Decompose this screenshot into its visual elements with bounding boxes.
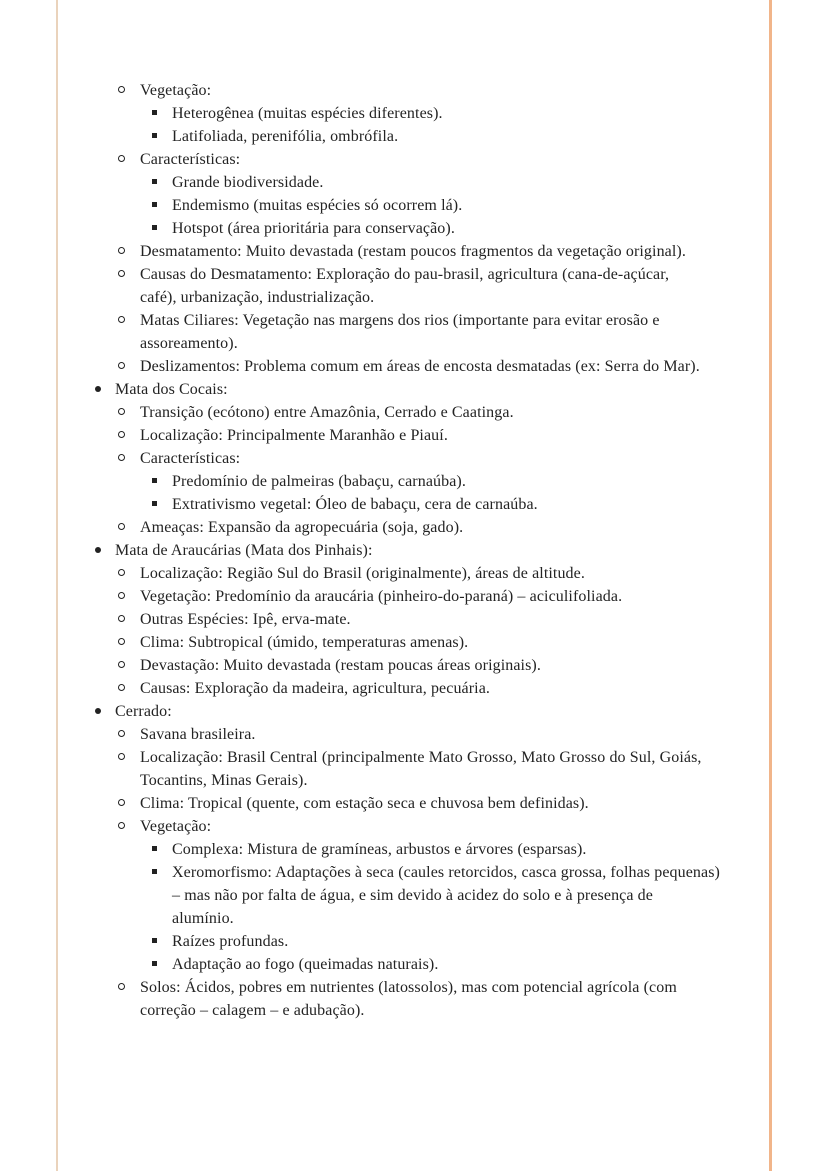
list-item-text bbox=[172, 861, 785, 930]
list-item bbox=[95, 976, 785, 1022]
list-item-text-line: – mas não por falta de água, e sim devido à acidez do solo e à presença de bbox=[172, 887, 653, 904]
list-item-text-line: Endemismo (muitas espécies só ocorrem lá). bbox=[172, 197, 463, 214]
list-item-text-line: Vegetação: bbox=[140, 82, 212, 99]
list-item bbox=[95, 355, 785, 378]
list-item bbox=[95, 677, 785, 700]
bullet-circle-icon bbox=[118, 585, 140, 599]
bullet-circle-icon bbox=[118, 815, 140, 829]
list-item-text-line: Raízes profundas. bbox=[172, 933, 289, 950]
list-item-text-line: Matas Ciliares: Vegetação nas margens dos rios (importante para evitar erosão e bbox=[140, 312, 660, 329]
bullet-circle-icon bbox=[118, 263, 140, 277]
bullet-square-icon bbox=[152, 194, 172, 207]
list-item bbox=[95, 148, 785, 171]
list-item-text-line: Desmatamento: Muito devastada (restam poucos fragmentos da vegetação original). bbox=[140, 243, 686, 260]
list-item bbox=[95, 562, 785, 585]
list-item bbox=[95, 240, 785, 263]
list-item-text-line: Grande biodiversidade. bbox=[172, 174, 324, 191]
list-item-text-line: Mata de Araucárias (Mata dos Pinhais): bbox=[115, 542, 373, 559]
list-item-text bbox=[140, 79, 785, 102]
list-item-text-line: Predomínio de palmeiras (babaçu, carnaúba). bbox=[172, 473, 466, 490]
bullet-circle-icon bbox=[118, 148, 140, 162]
list-item-text-line: Solos: Ácidos, pobres em nutrientes (latossolos), mas com potencial agrícola (com bbox=[140, 979, 677, 996]
list-item-text-line: Causas: Exploração da madeira, agricultura, pecuária. bbox=[140, 680, 491, 697]
list-item bbox=[95, 930, 785, 953]
list-item-text bbox=[172, 102, 785, 125]
list-item bbox=[95, 838, 785, 861]
list-item bbox=[95, 102, 785, 125]
list-item-text-line: Xeromorfismo: Adaptações à seca (caules retorcidos, casca grossa, folhas pequenas) bbox=[172, 864, 720, 881]
list-item bbox=[95, 861, 785, 930]
list-item-text bbox=[140, 792, 785, 815]
bullet-circle-icon bbox=[118, 677, 140, 691]
list-item-text-line: Heterogênea (muitas espécies diferentes). bbox=[172, 105, 443, 122]
left-border-rule bbox=[56, 0, 58, 1171]
bullet-circle-icon bbox=[118, 309, 140, 323]
bullet-circle-icon bbox=[118, 746, 140, 760]
list-item-text bbox=[172, 194, 785, 217]
bullet-circle-icon bbox=[118, 976, 140, 990]
list-item bbox=[95, 125, 785, 148]
list-item-text-line: Localização: Região Sul do Brasil (originalmente), áreas de altitude. bbox=[140, 565, 585, 582]
bullet-square-icon bbox=[152, 861, 172, 874]
list-item-text-line: Savana brasileira. bbox=[140, 726, 256, 743]
list-item-text bbox=[140, 723, 785, 746]
list-item bbox=[95, 792, 785, 815]
bullet-square-icon bbox=[152, 102, 172, 115]
list-item-text bbox=[172, 171, 785, 194]
list-item bbox=[95, 631, 785, 654]
bullet-circle-icon bbox=[118, 240, 140, 254]
list-item-text bbox=[172, 930, 785, 953]
list-item-text-line: correção – calagem – e adubação). bbox=[140, 1002, 365, 1019]
list-item-text bbox=[140, 516, 785, 539]
bullet-square-icon bbox=[152, 171, 172, 184]
list-item-text-line: Hotspot (área prioritária para conservação). bbox=[172, 220, 455, 237]
list-item-text bbox=[140, 608, 785, 631]
list-item-text-line: Clima: Tropical (quente, com estação seca e chuvosa bem definidas). bbox=[140, 795, 589, 812]
list-item-text-line: Outras Espécies: Ipê, erva-mate. bbox=[140, 611, 351, 628]
list-item-text bbox=[172, 470, 785, 493]
list-item bbox=[95, 723, 785, 746]
bullet-circle-icon bbox=[118, 792, 140, 806]
list-item-text-line: Características: bbox=[140, 151, 241, 168]
list-item-text-line: Características: bbox=[140, 450, 241, 467]
list-item bbox=[95, 217, 785, 240]
list-item-text-line: Transição (ecótono) entre Amazônia, Cerrado e Caatinga. bbox=[140, 404, 514, 421]
list-item bbox=[95, 539, 785, 562]
list-item bbox=[95, 309, 785, 355]
bullet-disc-icon bbox=[95, 539, 115, 553]
list-item-text-line: assoreamento). bbox=[140, 335, 238, 352]
list-item-text bbox=[172, 217, 785, 240]
bullet-disc-icon bbox=[95, 700, 115, 714]
bullet-circle-icon bbox=[118, 401, 140, 415]
list-item bbox=[95, 194, 785, 217]
list-item-text-line: Mata dos Cocais: bbox=[115, 381, 228, 398]
bullet-square-icon bbox=[152, 217, 172, 230]
list-item-text bbox=[140, 976, 785, 1022]
list-item-text bbox=[140, 677, 785, 700]
list-item-text-line: Latifoliada, perenifólia, ombrófila. bbox=[172, 128, 399, 145]
list-item bbox=[95, 516, 785, 539]
list-item-text-line: Devastação: Muito devastada (restam poucas áreas originais). bbox=[140, 657, 541, 674]
list-item-text bbox=[140, 654, 785, 677]
list-item-text-line: Extrativismo vegetal: Óleo de babaçu, cera de carnaúba. bbox=[172, 496, 538, 513]
list-item bbox=[95, 654, 785, 677]
list-item-text-line: Cerrado: bbox=[115, 703, 172, 720]
list-item-text bbox=[140, 447, 785, 470]
list-item-text-line: Adaptação ao fogo (queimadas naturais). bbox=[172, 956, 439, 973]
list-item bbox=[95, 447, 785, 470]
bullet-square-icon bbox=[152, 125, 172, 138]
bullet-circle-icon bbox=[118, 654, 140, 668]
list-item-text-line: Deslizamentos: Problema comum em áreas de encosta desmatadas (ex: Serra do Mar). bbox=[140, 358, 700, 375]
bullet-square-icon bbox=[152, 953, 172, 966]
list-item bbox=[95, 815, 785, 838]
list-item bbox=[95, 79, 785, 102]
list-item-text bbox=[115, 700, 785, 723]
list-item bbox=[95, 608, 785, 631]
list-item bbox=[95, 401, 785, 424]
list-item-text bbox=[140, 263, 785, 309]
list-item-text-line: Ameaças: Expansão da agropecuária (soja, gado). bbox=[140, 519, 464, 536]
bullet-circle-icon bbox=[118, 355, 140, 369]
bullet-square-icon bbox=[152, 493, 172, 506]
list-item bbox=[95, 585, 785, 608]
bullet-circle-icon bbox=[118, 608, 140, 622]
list-item bbox=[95, 263, 785, 309]
list-item-text-line: Complexa: Mistura de gramíneas, arbustos e árvores (esparsas). bbox=[172, 841, 587, 858]
list-item-text-line: café), urbanização, industrialização. bbox=[140, 289, 375, 306]
notes-outline-list bbox=[95, 79, 785, 1022]
list-item-text bbox=[172, 493, 785, 516]
list-item-text-line: Localização: Principalmente Maranhão e Piauí. bbox=[140, 427, 448, 444]
bullet-square-icon bbox=[152, 838, 172, 851]
list-item bbox=[95, 953, 785, 976]
list-item-text-line: Vegetação: Predomínio da araucária (pinheiro-do-paraná) – aciculifoliada. bbox=[140, 588, 623, 605]
bullet-square-icon bbox=[152, 930, 172, 943]
bullet-square-icon bbox=[152, 470, 172, 483]
list-item bbox=[95, 746, 785, 792]
list-item-text bbox=[140, 355, 785, 378]
list-item-text-line: Tocantins, Minas Gerais). bbox=[140, 772, 308, 789]
list-item bbox=[95, 700, 785, 723]
bullet-circle-icon bbox=[118, 79, 140, 93]
list-item-text bbox=[140, 746, 785, 792]
list-item-text-line: Causas do Desmatamento: Exploração do pau-brasil, agricultura (cana-de-açúcar, bbox=[140, 266, 670, 283]
bullet-circle-icon bbox=[118, 516, 140, 530]
list-item-text bbox=[140, 401, 785, 424]
list-item-text bbox=[140, 562, 785, 585]
list-item bbox=[95, 493, 785, 516]
bullet-circle-icon bbox=[118, 631, 140, 645]
list-item-text-line: Localização: Brasil Central (principalmente Mato Grosso, Mato Grosso do Sul, Goiás, bbox=[140, 749, 702, 766]
list-item-text bbox=[115, 378, 785, 401]
list-item-text-line: Vegetação: bbox=[140, 818, 212, 835]
list-item-text bbox=[140, 631, 785, 654]
list-item-text bbox=[140, 424, 785, 447]
list-item-text bbox=[140, 815, 785, 838]
bullet-circle-icon bbox=[118, 424, 140, 438]
list-item-text bbox=[115, 539, 785, 562]
list-item bbox=[95, 470, 785, 493]
bullet-circle-icon bbox=[118, 562, 140, 576]
list-item-text bbox=[140, 309, 785, 355]
list-item bbox=[95, 378, 785, 401]
list-item-text-line: Clima: Subtropical (úmido, temperaturas amenas). bbox=[140, 634, 469, 651]
list-item-text bbox=[172, 953, 785, 976]
list-item-text bbox=[172, 125, 785, 148]
list-item bbox=[95, 424, 785, 447]
list-item-text bbox=[140, 240, 785, 263]
list-item bbox=[95, 171, 785, 194]
list-item-text bbox=[140, 585, 785, 608]
list-item-text bbox=[140, 148, 785, 171]
list-item-text bbox=[172, 838, 785, 861]
list-item-text-line: alumínio. bbox=[172, 910, 234, 927]
bullet-circle-icon bbox=[118, 447, 140, 461]
bullet-circle-icon bbox=[118, 723, 140, 737]
bullet-disc-icon bbox=[95, 378, 115, 392]
